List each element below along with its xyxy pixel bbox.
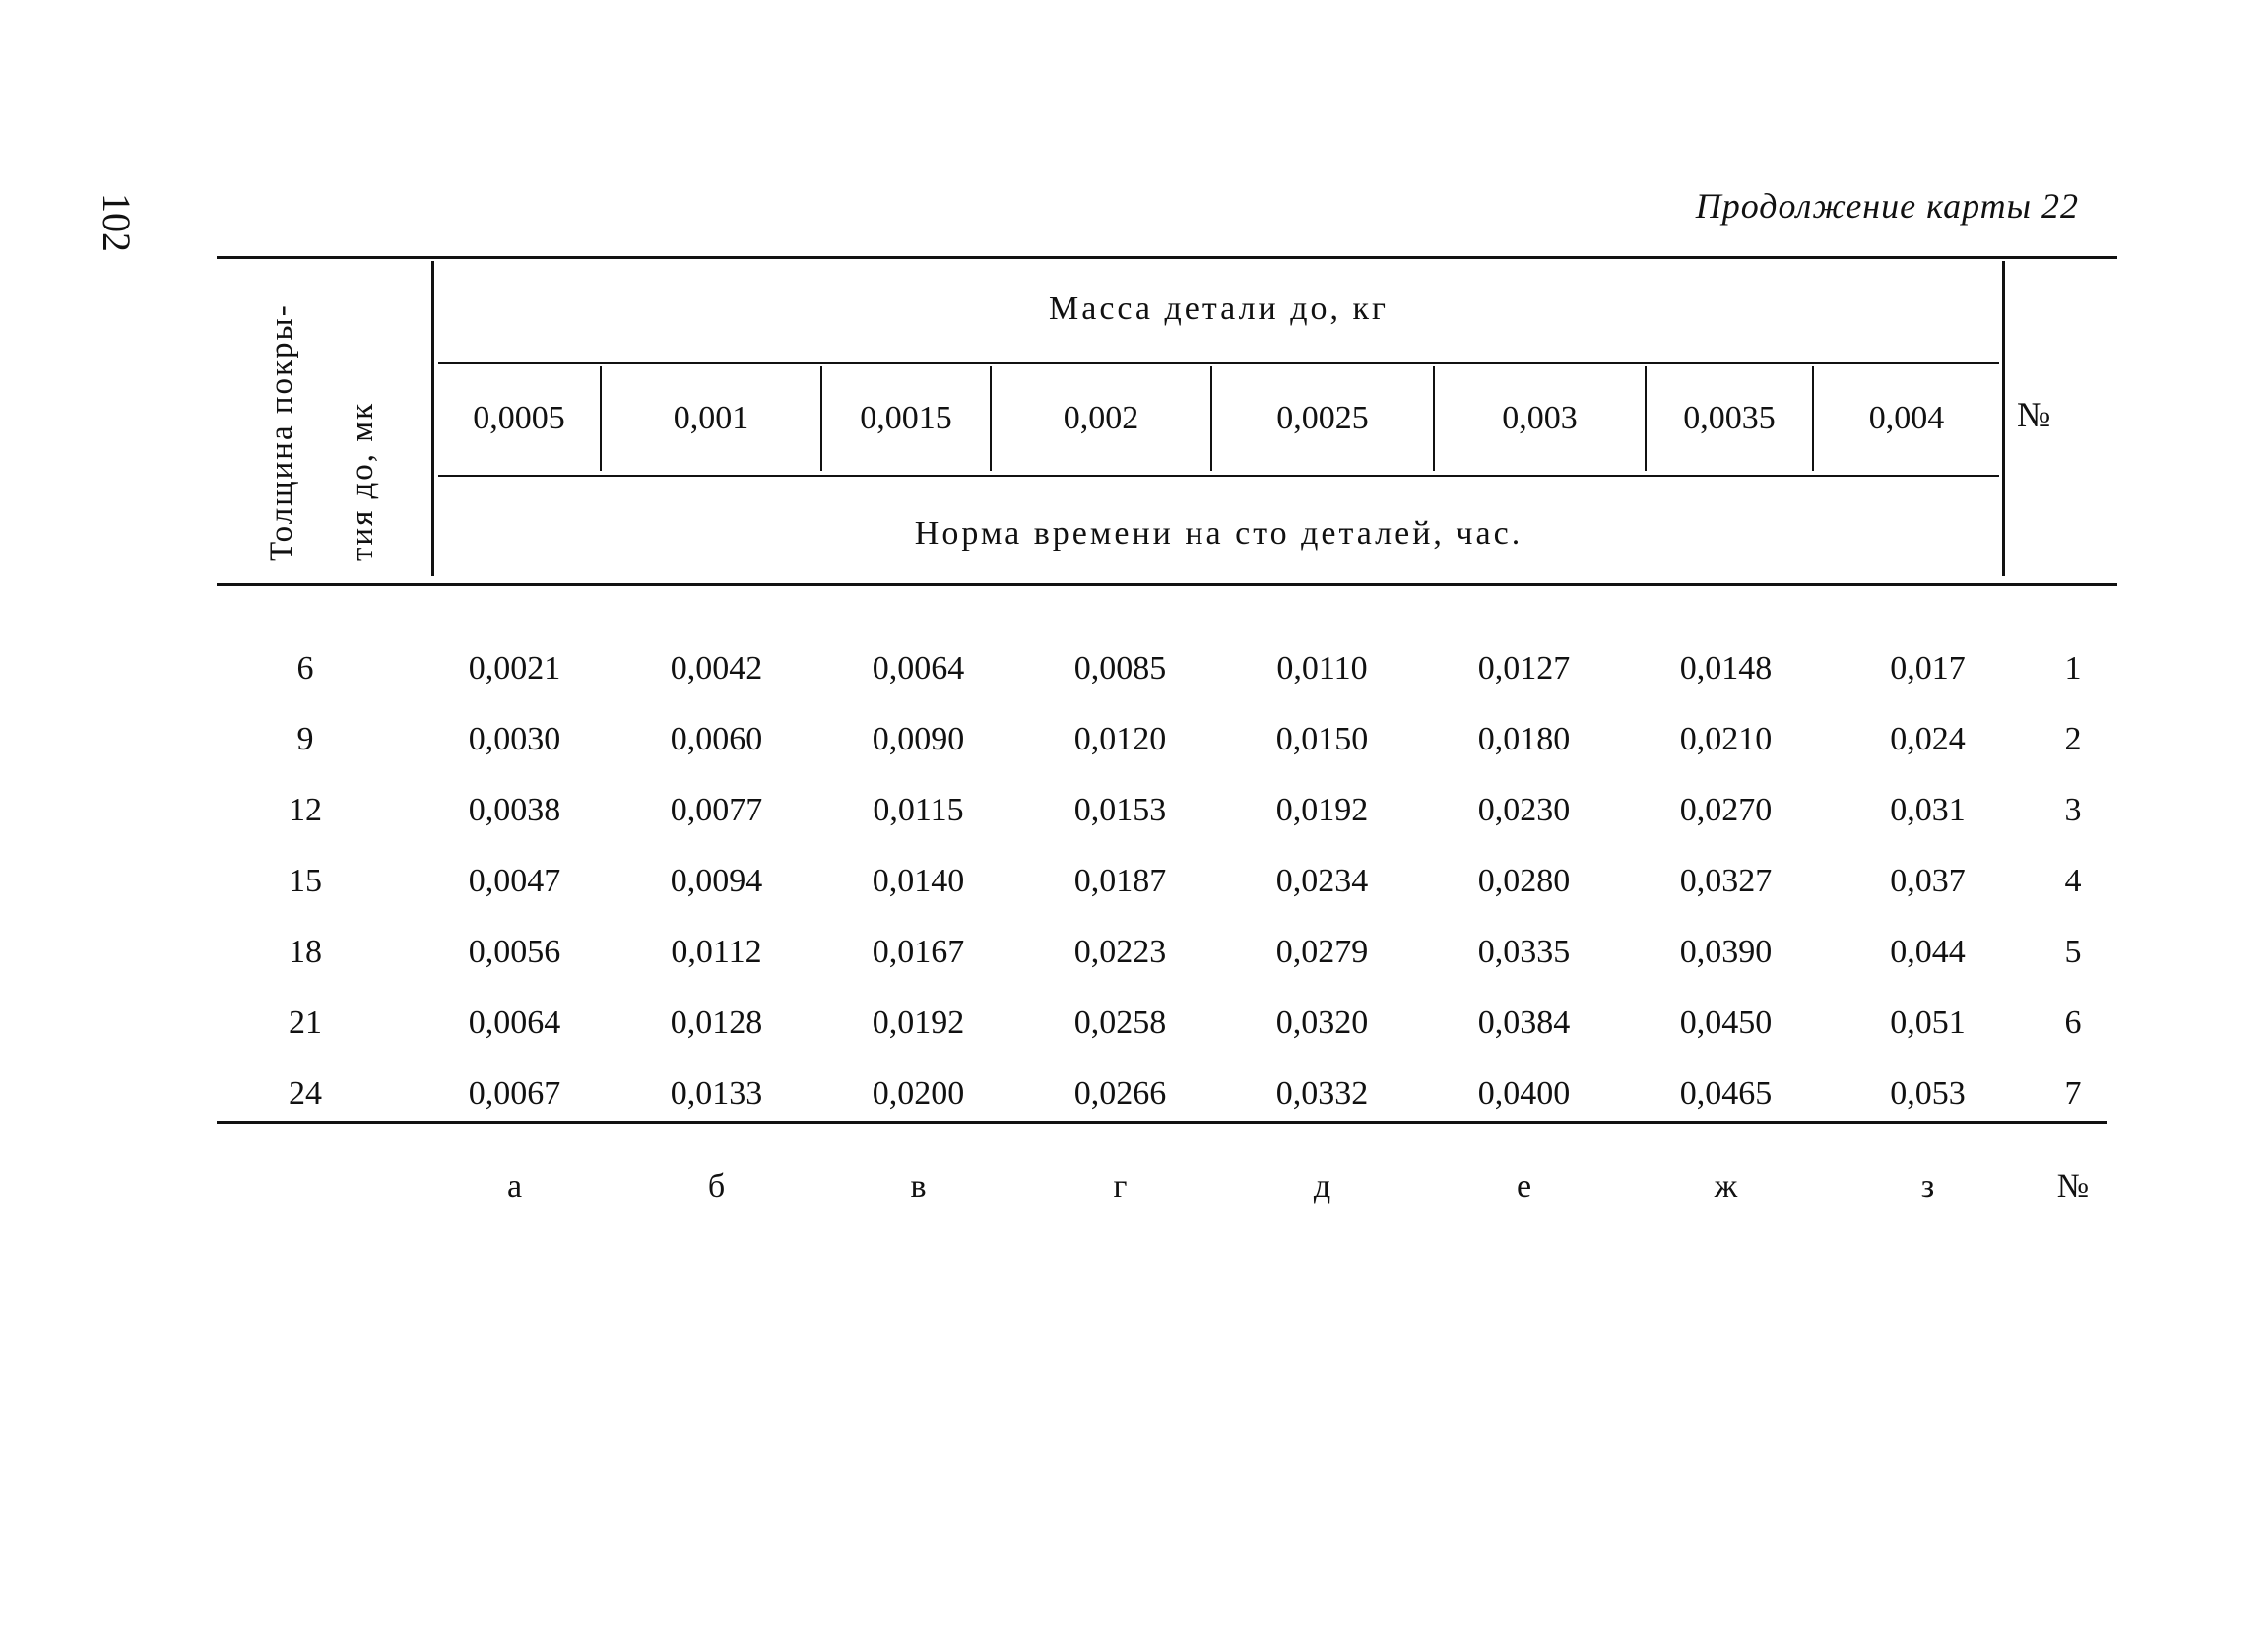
norm-header: Норма времени на сто деталей, час. (914, 515, 1523, 552)
no-column-divider (2002, 261, 2005, 576)
table-top-rule (217, 256, 2117, 259)
value-cell: 0,0327 (1679, 863, 1773, 899)
mass-value-zh: 0,0035 (1683, 400, 1776, 436)
thickness-header-line2: тия до, мк (345, 401, 380, 561)
column-letter: з (1920, 1168, 1935, 1205)
value-cell: 0,0335 (1477, 934, 1571, 970)
value-cell: 0,051 (1890, 1005, 1966, 1041)
page-number: 102 (95, 193, 139, 252)
value-cell: 0,0320 (1275, 1005, 1369, 1041)
value-cell: 0,0153 (1073, 792, 1167, 828)
row-number-cell: 3 (2064, 792, 2082, 828)
value-cell: 0,0120 (1073, 721, 1167, 757)
header-bottom-rule (217, 583, 2117, 586)
thickness-column-divider (431, 261, 434, 576)
value-cell: 0,024 (1890, 721, 1966, 757)
value-cell: 0,0390 (1679, 934, 1773, 970)
table-row (217, 924, 2117, 995)
column-letter: а (506, 1168, 523, 1205)
value-cell: 0,0064 (468, 1005, 561, 1041)
table-row (217, 782, 2117, 853)
column-letter: д (1313, 1168, 1331, 1205)
value-cell: 0,0270 (1679, 792, 1773, 828)
value-cell: 0,0465 (1679, 1075, 1773, 1112)
column-letter: г (1113, 1168, 1128, 1205)
no-column-header: № (2017, 395, 2051, 434)
value-cell: 0,053 (1890, 1075, 1966, 1112)
thickness-header-line1: Толщина покры- (264, 303, 299, 561)
footer-no: № (2056, 1168, 2090, 1205)
column-letters-row (217, 1157, 2117, 1216)
value-cell: 0,0112 (671, 934, 762, 970)
value-cell: 0,0167 (872, 934, 965, 970)
table-row (217, 995, 2117, 1066)
thickness-cell: 9 (296, 721, 314, 757)
value-cell: 0,0064 (872, 650, 965, 686)
value-cell: 0,0180 (1477, 721, 1571, 757)
value-cell: 0,017 (1890, 650, 1966, 686)
value-cell: 0,0266 (1073, 1075, 1167, 1112)
row-number-cell: 7 (2064, 1075, 2082, 1112)
value-cell: 0,037 (1890, 863, 1966, 899)
mass-value-z: 0,004 (1868, 400, 1945, 436)
table-body (217, 640, 2117, 1137)
value-cell: 0,0192 (1275, 792, 1369, 828)
value-cell: 0,0140 (872, 863, 965, 899)
value-cell: 0,0115 (873, 792, 964, 828)
value-cell: 0,0400 (1477, 1075, 1571, 1112)
thickness-cell: 18 (289, 934, 322, 970)
value-cell: 0,0128 (670, 1005, 763, 1041)
value-cell: 0,0279 (1275, 934, 1369, 970)
thickness-cell: 24 (289, 1075, 322, 1112)
value-cell: 0,0210 (1679, 721, 1773, 757)
value-cell: 0,0280 (1477, 863, 1571, 899)
value-cell: 0,0150 (1275, 721, 1369, 757)
value-cell: 0,0234 (1275, 863, 1369, 899)
table-row (217, 640, 2117, 711)
value-cell: 0,0085 (1073, 650, 1167, 686)
value-cell: 0,044 (1890, 934, 1966, 970)
value-cell: 0,0030 (468, 721, 561, 757)
row-number-cell: 6 (2064, 1005, 2082, 1041)
value-cell: 0,0450 (1679, 1005, 1773, 1041)
value-cell: 0,0133 (670, 1075, 763, 1112)
mass-value-v: 0,0015 (860, 400, 952, 436)
value-cell: 0,0200 (872, 1075, 965, 1112)
value-cell: 0,0067 (468, 1075, 561, 1112)
value-cell: 0,0042 (670, 650, 763, 686)
mass-value-a: 0,0005 (473, 400, 565, 436)
row-number-cell: 1 (2064, 650, 2082, 686)
value-cell: 0,0056 (468, 934, 561, 970)
row-number-cell: 2 (2064, 721, 2082, 757)
value-cell: 0,0047 (468, 863, 561, 899)
continuation-title: Продолжение карты 22 (1695, 186, 2079, 226)
mass-value-g: 0,002 (1063, 400, 1139, 436)
column-letter: ж (1714, 1168, 1738, 1205)
thickness-cell: 15 (289, 863, 322, 899)
thickness-cell: 21 (289, 1005, 322, 1041)
mass-value-e: 0,003 (1502, 400, 1578, 436)
value-cell: 0,0332 (1275, 1075, 1369, 1112)
mass-value-b: 0,001 (673, 400, 749, 436)
thickness-cell: 6 (296, 650, 314, 686)
value-cell: 0,0090 (872, 721, 965, 757)
value-cell: 0,0384 (1477, 1005, 1571, 1041)
mass-header: Масса детали до, кг (1049, 291, 1389, 327)
value-cell: 0,0187 (1073, 863, 1167, 899)
value-cell: 0,0060 (670, 721, 763, 757)
row-number-cell: 4 (2064, 863, 2082, 899)
row-number-cell: 5 (2064, 934, 2082, 970)
value-cell: 0,0230 (1477, 792, 1571, 828)
column-letter: б (707, 1168, 726, 1205)
column-letter: в (910, 1168, 927, 1205)
thickness-cell: 12 (289, 792, 322, 828)
column-letter: е (1516, 1168, 1532, 1205)
value-cell: 0,0038 (468, 792, 561, 828)
value-cell: 0,0127 (1477, 650, 1571, 686)
value-cell: 0,0223 (1073, 934, 1167, 970)
mass-header-rule (438, 362, 1999, 364)
value-cell: 0,0094 (670, 863, 763, 899)
table-row (217, 853, 2117, 924)
value-cell: 0,031 (1890, 792, 1966, 828)
value-cell: 0,0258 (1073, 1005, 1167, 1041)
table-row (217, 1066, 2117, 1137)
mass-value-d: 0,0025 (1276, 400, 1369, 436)
value-cell: 0,0021 (468, 650, 561, 686)
value-cell: 0,0077 (670, 792, 763, 828)
value-cell: 0,0148 (1679, 650, 1773, 686)
value-cell: 0,0192 (872, 1005, 965, 1041)
mass-values-rule (438, 475, 1999, 477)
value-cell: 0,0110 (1276, 650, 1368, 686)
table-row (217, 711, 2117, 782)
